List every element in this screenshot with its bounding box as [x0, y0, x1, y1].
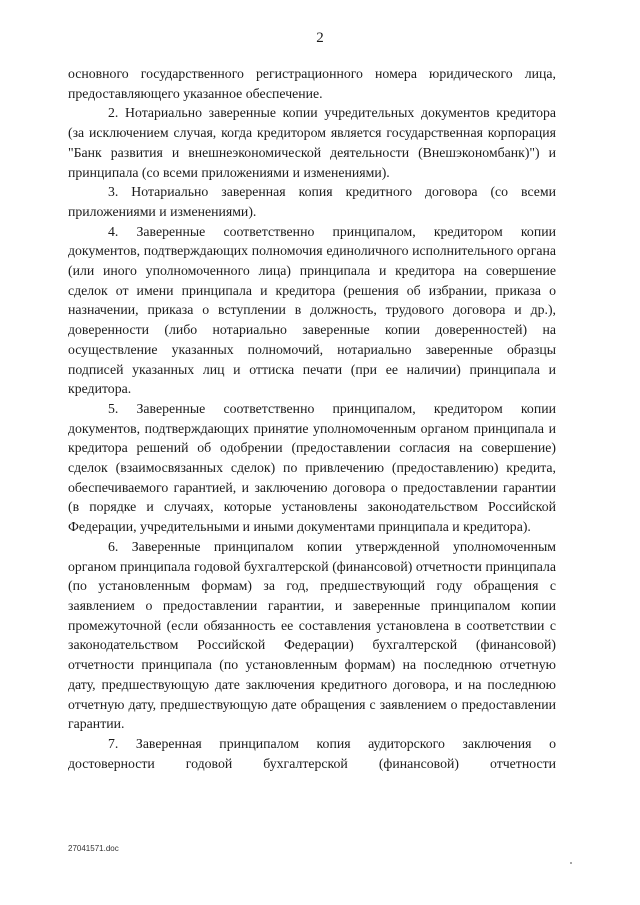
- paragraph-6: 6. Заверенные принципалом копии утвержденной уполномоченным органом принципала годовой бухгалтерской (финансовой) отчетности принципала (по установленным формам) за год, предшествующий году обращения с заявлением о предоставлении гарантии, и заверенные принципалом копии промежуточной (если обязанность ее составления установлена в соответствии с законодательством Российской Федерации) бухгалтерской (финансовой) отчетности принципала (по установленным формам) на последнюю отчетную дату, предшествующую дате заключения кредитного договора, и на последнюю отчетную дату, предшествующую дате обращения с заявлением о предоставлении гарантии.: [68, 538, 556, 732]
- paragraph-3: 3. Нотариально заверенная копия кредитного договора (со всеми приложениями и изменениями).: [68, 184, 556, 219]
- document-body: [68, 64, 556, 773]
- paragraph-4: 4. Заверенные соответственно принципалом, кредитором копии документов, подтверждающих полномочия единоличного исполнительного органа (или иного уполномоченного лица) принципала и кредитора на совершение сделок от имени принципала и кредитора (решения об избрании, приказа о назначении, приказа о вступлении в должность, трудового договора и др.), доверенности (либо нотариально заверенные копии доверенностей) на осуществление указанных полномочий, нотариально заверенные образцы подписей указанных лиц и оттиска печати (при ее наличии) принципала и кредитора.: [68, 223, 556, 397]
- paragraph-2: 2. Нотариально заверенные копии учредительных документов кредитора (за исключением случая, когда кредитором является государственная корпорация "Банк развития и внешнеэкономической деятельности (Внешэкономбанк)") и принципала (со всеми приложениями и изменениями).: [68, 105, 556, 180]
- paragraph-7: 7. Заверенная принципалом копия аудиторского заключения о достоверности годовой бухгалтерской (финансовой) отчетности: [68, 735, 556, 771]
- paragraph-5: 5. Заверенные соответственно принципалом, кредитором копии документов, подтверждающих принятие уполномоченным органом принципала и кредитора решений об одобрении (предоставлении согласия на совершение) сделок (взаимосвязанных сделок) по привлечению (предоставлению) кредита, обеспечиваемого гарантией, и заключению договора о предоставлении гарантии (в порядке и случаях, которые установлены законодательством Российской Федерации, учредительными и иными документами принципала и кредитора).: [68, 400, 556, 535]
- paragraph-1-continuation: основного государственного регистрационного номера юридического лица, предоставляющего указанное обеспечение.: [68, 66, 556, 101]
- scan-mark: [570, 862, 572, 864]
- footer-filename: 27041571.doc: [68, 844, 119, 853]
- page-number: 2: [316, 30, 324, 46]
